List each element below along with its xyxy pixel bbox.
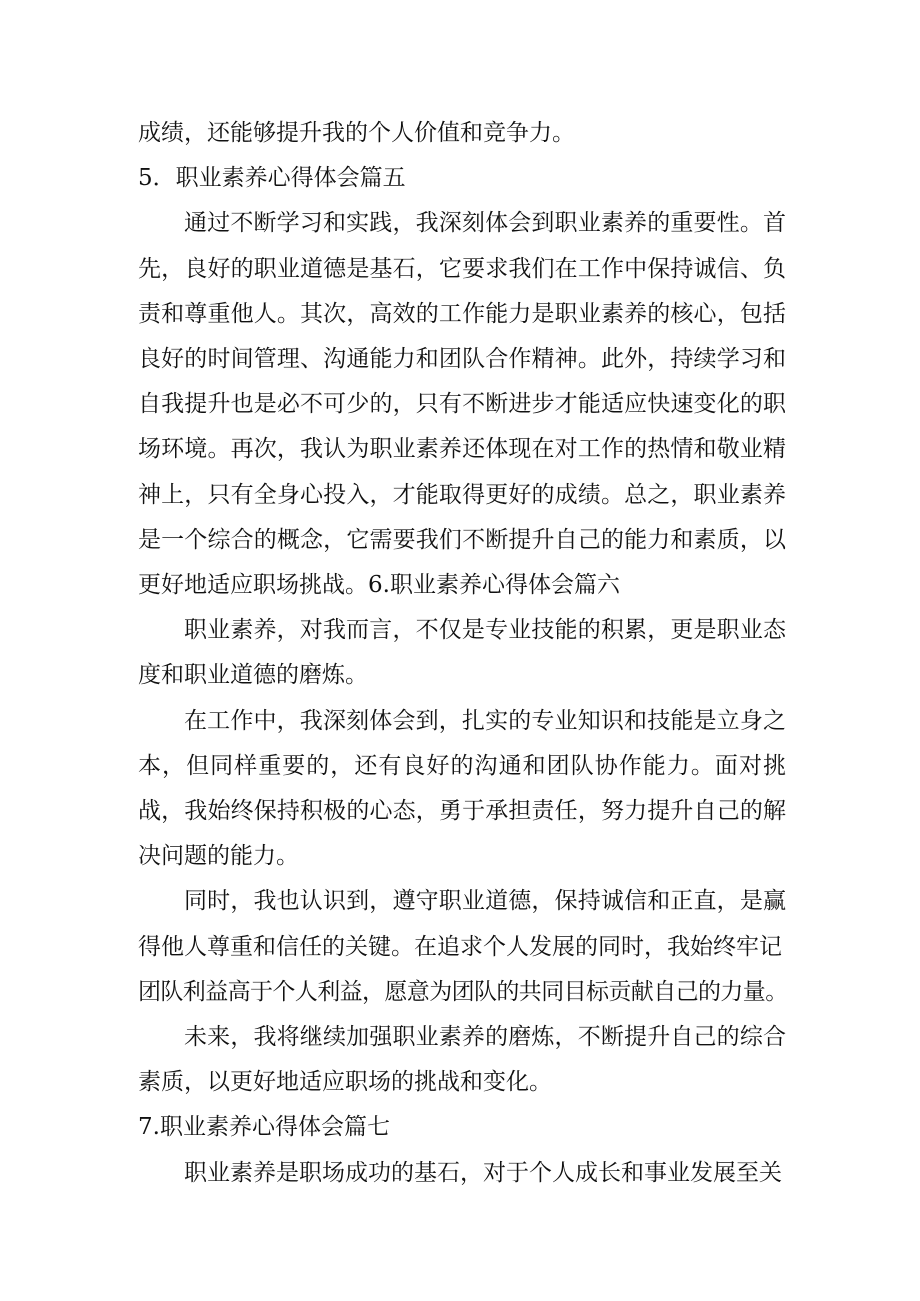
section-6-paragraph-3-part-1: 同时，我也认识到，遵守职业道德，保持诚信和正直，是赢得他人尊重和信任的关键。在追求个人发展的同时，我始终牢记 bbox=[138, 888, 786, 960]
section-7-heading: 7.职业素养心得体会篇七 bbox=[138, 1114, 390, 1141]
section-6-paragraph-3-part-2: 团队利益高于个人利益，愿意为团队的共同目标贡献自己的力量。 bbox=[138, 978, 788, 1005]
section-6-inline-heading: 6.职业素养心得体会篇六 bbox=[368, 572, 620, 599]
continuation-paragraph: 成绩，还能够提升我的个人价值和竞争力。 bbox=[138, 120, 575, 146]
section-5-body: 通过不断学习和实践，我深刻体会到职业素养的重要性。首先，良好的职业道德是基石，它要求我们在工作中保持诚信、负责和尊重他人。其次，高效的工作能力是职业素养的核心，包括良好的时间管理、沟通能力和团队合作精神。此外，持续学习和自我提升也是必不可少的，只有不断进步才能适应快速变化的职场环境。再次，我认为职业素养还体现在对工作的热情和敬业精神上，只有全身心投入，才能取得更好的成绩。总之，职业素养是一个综合的概念，它需要我们不断提升自己的能力和素质，以更好地适应职场挑战。 bbox=[138, 210, 786, 599]
section-6-paragraph-2: 在工作中，我深刻体会到，扎实的专业知识和技能是立身之本，但同样重要的，还有良好的沟通和团队协作能力。面对挑战，我始终保持积极的心态，勇于承担责任，努力提升自己的解决问题的能力。 bbox=[138, 707, 786, 870]
section-7-paragraph-1: 职业素养是职场成功的基石，对于个人成长和事业发展至关 bbox=[184, 1159, 782, 1186]
section-6-paragraph-3 bbox=[138, 879, 786, 1015]
section-6-paragraph-1: 职业素养，对我而言，不仅是专业技能的积累，更是职业态度和职业道德的磨炼。 bbox=[138, 617, 786, 689]
section-6-paragraph-4: 未来，我将继续加强职业素养的磨炼，不断提升自己的综合素质，以更好地适应职场的挑战和变化。 bbox=[138, 1024, 786, 1096]
document-page bbox=[138, 111, 786, 1196]
section-5-heading: 5．职业素养心得体会篇五 bbox=[138, 165, 406, 192]
section-5-paragraph bbox=[138, 201, 786, 608]
